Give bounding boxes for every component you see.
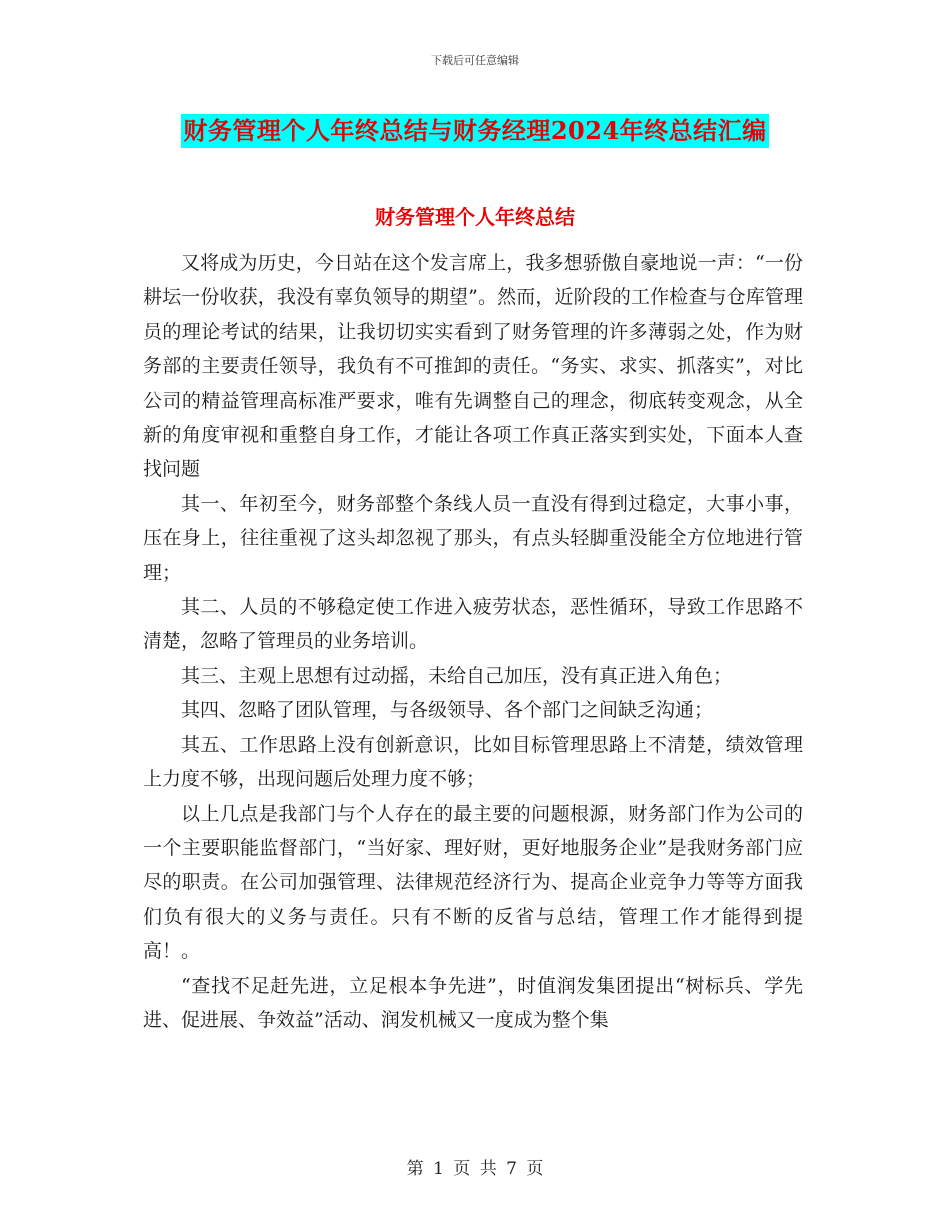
section-title: 财务管理个人年终总结: [375, 205, 575, 229]
page-header-note: 下载后可任意编辑: [431, 54, 519, 67]
paragraph-continuation: “查找不足赶先进，立足根本争先进”，时值润发集团提出“树标兵、学先进、促进展、争效益”活动、润发机械又一度成为整个集: [143, 974, 803, 1031]
paragraph-intro: 又将成为历史，今日站在这个发言席上，我多想骄傲自豪地说一声：“一份耕坛一份收获，我没有辜负领导的期望”。然而，近阶段的工作检查与仓库管理员的理论考试的结果，让我切切实实看到了财务管理的许多薄弱之处，作为财务部的主要责任领导，我负有不可推卸的责任。“务实、求实、抓落实”，对比公司的精益管理高标准严要求，唯有先调整自己的理念，彻底转变观念，从全新的角度审视和重整自身工作，才能让各项工作真正落实到实处，下面本人查找问题: [143, 252, 803, 481]
page-number-footer: 第 1 页 共 7 页: [406, 1159, 544, 1179]
paragraph-issue-3: 其三、主观上思想有过动摇，未给自己加压，没有真正进入角色；: [181, 664, 733, 687]
paragraph-issue-5: 其五、工作思路上没有创新意识，比如目标管理思路上不清楚，绩效管理上力度不够，出现问题后处理力度不够；: [143, 733, 803, 791]
paragraph-issue-4: 其四、忽略了团队管理，与各级领导、各个部门之间缺乏沟通；: [181, 699, 714, 722]
document-body: [143, 246, 803, 1037]
document-title: 财务管理个人年终总结与财务经理2024年终总结汇编: [181, 114, 768, 148]
document-title-container: [0, 114, 950, 148]
paragraph-summary: 以上几点是我部门与个人存在的最主要的问题根源，财务部门作为公司的一个主要职能监督部门，“当好家、理好财，更好地服务企业”是我财务部门应尽的职责。在公司加强管理、法律规范经济行为、提高企业竞争力等等方面我们负有很大的义务与责任。只有不断的反省与总结，管理工作才能得到提高！。: [143, 802, 803, 963]
paragraph-issue-2: 其二、人员的不够稳定使工作进入疲劳状态，恶性循环，导致工作思路不清楚，忽略了管理员的业务培训。: [143, 596, 803, 653]
paragraph-issue-1: 其一、年初至今，财务部整个条线人员一直没有得到过稳定，大事小事，压在身上，往往重视了这头却忽视了那头，有点头轻脚重没能全方位地进行管理；: [143, 492, 803, 584]
